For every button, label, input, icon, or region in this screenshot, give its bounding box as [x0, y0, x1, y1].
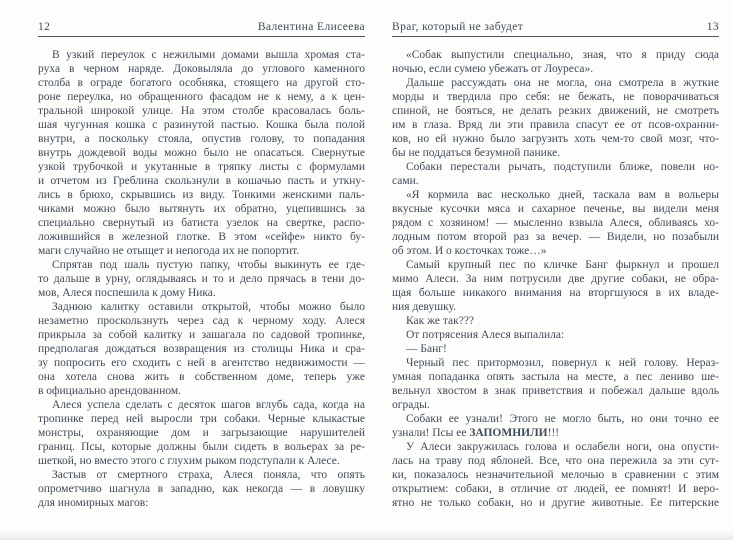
text-line: бы не поддаться безумной панике. — [392, 147, 561, 159]
page-number-right: 13 — [706, 21, 719, 33]
text-line: тральной широкой улице. На этом столбе красовалась боль- — [38, 105, 365, 117]
page-number-left: 12 — [38, 21, 51, 33]
text-line: и отчетом из Греблина скользнули в кошачью пасть и уткну- — [38, 175, 365, 187]
text-line: прикрыла за собой калитку и зашагала по садовой тропинке, — [38, 329, 365, 341]
text-line: Собаки ее узнали! Этого не могло быть, но они точно ее — [406, 413, 719, 425]
paragraph — [38, 398, 365, 468]
text-line: внутри, а поскольку стояла, опустив голову, то попадания — [38, 133, 365, 145]
text-line: ки, показалось незначительной мелочью в сравнении с этим — [392, 469, 719, 481]
text-line: открытием: собаки, в отличие от людей, ее помнят! И веро- — [392, 483, 719, 495]
text-line: лась на траву под яблоней. Все, что она пережила за эти сут- — [392, 455, 719, 467]
text-line: ния девушку. — [392, 301, 456, 313]
text-line: ограды. — [392, 399, 430, 411]
scan-shadow — [0, 531, 733, 540]
paragraph — [38, 258, 365, 300]
text-line: мимо Алеси. За ним потрусили две другие собаки, не обра- — [392, 273, 719, 285]
header-rule-right — [392, 36, 719, 37]
paragraph — [38, 300, 365, 398]
text-line: ков, но ей нужно было загрузить хоть чем-то свой мозг, что- — [392, 133, 719, 145]
text-line: внутрь дождевой воды можно было не опасаться. Свернутые — [38, 147, 365, 159]
paragraph — [392, 412, 719, 440]
text-line: щая больше никакого внимания на вторгшуюся в их владе- — [392, 287, 719, 299]
text-line: маги случайно не отыщет и непогода их не попортит. — [38, 245, 300, 257]
paragraph — [392, 440, 719, 510]
emphasis-bold: ЗАПОМНИЛИ — [469, 427, 548, 439]
text-line: умная попаданка опять застыла на месте, а пес лениво ше- — [392, 371, 719, 383]
text-line: специально свернутый из батиста узелок на свертке, распо- — [38, 217, 365, 229]
text-line: им в глаза. Вряд ли эти правила спасут ее от псов-охранни- — [392, 119, 719, 131]
paragraph — [38, 48, 365, 258]
text-line: незаметно проскользнуть через сад к черному ходу. Алеся — [38, 315, 365, 327]
text-line: лодным потом второй раз за вечер. — Видели, но позабыли — [392, 231, 719, 243]
text-line: рядом с хозяином! — мысленно взвыла Алеся, обливаясь хо- — [392, 217, 719, 229]
text-line: опрометчиво шагнула в западню, как некогда — в ловушку — [38, 483, 365, 495]
text-line: От потрясения Алеся выпалила: — [406, 329, 565, 341]
text-line: шая чугунная кошка с разинутой пастью. Кошка была полой — [38, 119, 365, 131]
text-line: Заднюю калитку оставили открытой, чтобы можно было — [52, 301, 365, 313]
text-line: Самый крупный пес по кличке Банг фыркнул и прошел — [406, 259, 719, 271]
text-line: — Банг! — [406, 343, 447, 355]
text-line: Как же так??? — [406, 315, 475, 327]
text-line: об этом. И о косточках тоже…» — [392, 245, 547, 257]
text-line: «Собак выпустили специально, зная, что я приду сюда — [406, 49, 719, 61]
text-line: узкой трубочкой и укутанные в тряпку листы с формулами — [38, 161, 365, 173]
paragraph — [392, 160, 719, 188]
text-line: Черный пес притормозил, повернул к ней голову. Нераз- — [406, 357, 719, 369]
text-line: ночью, если сумею убежать от Лоуреса». — [392, 63, 594, 75]
text-line: Собаки перестали рычать, подступили ближе, повели но- — [406, 161, 719, 173]
paragraph — [392, 342, 719, 356]
paragraph — [392, 48, 719, 76]
text-line: вкусные кусочки мяса и сахарное печенье, вы видели меня — [392, 203, 719, 215]
text-line: Дальше рассуждать она не могла, она смотрела в жуткие — [406, 77, 719, 89]
text-line: ложившийся в железной глотке. В этом «сейфе» никто бу- — [38, 231, 365, 243]
page-body-left — [38, 48, 365, 510]
text-line: У Алеси закружилась голова и ослабели ноги, она опусти- — [406, 441, 719, 453]
text-line — [392, 426, 719, 440]
text-line: роне переулка, но обращенного фасадом не к нему, а к цен- — [38, 91, 365, 103]
text-line: В узкий переулок с нежилыми домами вышла хромая ста- — [52, 49, 365, 61]
text-line: границ. Псы, которые должны были сидеть в вольерах за ре- — [38, 441, 365, 453]
text-segment: узнали! Псы ее — [392, 427, 470, 439]
page-body-right — [392, 48, 719, 510]
paragraph — [38, 468, 365, 510]
text-line: руха в черном наряде. Доковыляла до углового каменного — [38, 63, 365, 75]
text-line: чиками можно было вытянуть их обратно, уцепившись за — [38, 203, 365, 215]
text-line: монстры, охраняющие дом и загрызающие нарушителей — [38, 427, 365, 439]
running-header-title: Враг, который не забудет — [392, 21, 524, 33]
text-line: мов, Алеся поспешила к дому Ника. — [38, 287, 216, 299]
running-header-author: Валентина Елисеева — [257, 21, 365, 33]
page-header-right — [392, 20, 719, 34]
page-right — [392, 20, 719, 510]
text-line: то дальше в урну, оглядываясь и то и дело прячась в тени до- — [38, 273, 365, 285]
text-line: тропинке перед ней выросли три собаки. Черные клыкастые — [38, 413, 365, 425]
paragraph — [392, 314, 719, 328]
text-line: Спрятав под шаль пустую папку, чтобы выкинуть ее где- — [52, 259, 365, 271]
text-line: столба в ограде богатого особняка, стоящего на другой сто- — [38, 77, 365, 89]
text-line: «Я кормила вас несколько дней, таскала вам в вольеры — [406, 189, 719, 201]
text-line: Алеся успела сделать с десяток шагов вглубь сада, когда на — [52, 399, 365, 411]
paragraph — [392, 258, 719, 314]
paragraph — [392, 328, 719, 342]
text-line: шеткой, но вместо этого с глухим рыком подступали к Алесе. — [38, 455, 340, 467]
text-line: сами. — [392, 175, 419, 187]
paragraph — [392, 356, 719, 412]
header-rule-left — [38, 36, 365, 37]
text-line: вельнул хвостом в знак приветствия и побежал дальше вдоль — [392, 385, 719, 397]
text-line: в официально арендованном. — [38, 385, 182, 397]
text-line: ятно не только собаки, но и другие животные. Ее питерские — [392, 497, 719, 509]
text-line: Застыв от смертного страха, Алеся поняла, что опять — [52, 469, 365, 481]
text-line: спиной, не бояться, не делать резких движений, не смотреть — [392, 105, 719, 117]
paragraph — [392, 188, 719, 258]
text-line: для иномирных магов: — [38, 497, 149, 509]
page-header-left — [38, 20, 365, 34]
text-line: зу попросить его сходить с ней в агентство недвижимости — — [38, 357, 365, 369]
paragraph — [392, 76, 719, 160]
page-left — [38, 20, 365, 510]
text-line: она хотела снова жить в собственном доме, теперь уже — [38, 371, 365, 383]
text-segment: !!! — [547, 427, 560, 439]
text-line: морды и твердила про себя: не бежать, не поворачиваться — [392, 91, 719, 103]
text-line: предполагая дождаться возвращения из столицы Ника и сра- — [38, 343, 365, 355]
text-line: лись в брюхо, скрывшись из виду. Тонкими женскими паль- — [38, 189, 365, 201]
